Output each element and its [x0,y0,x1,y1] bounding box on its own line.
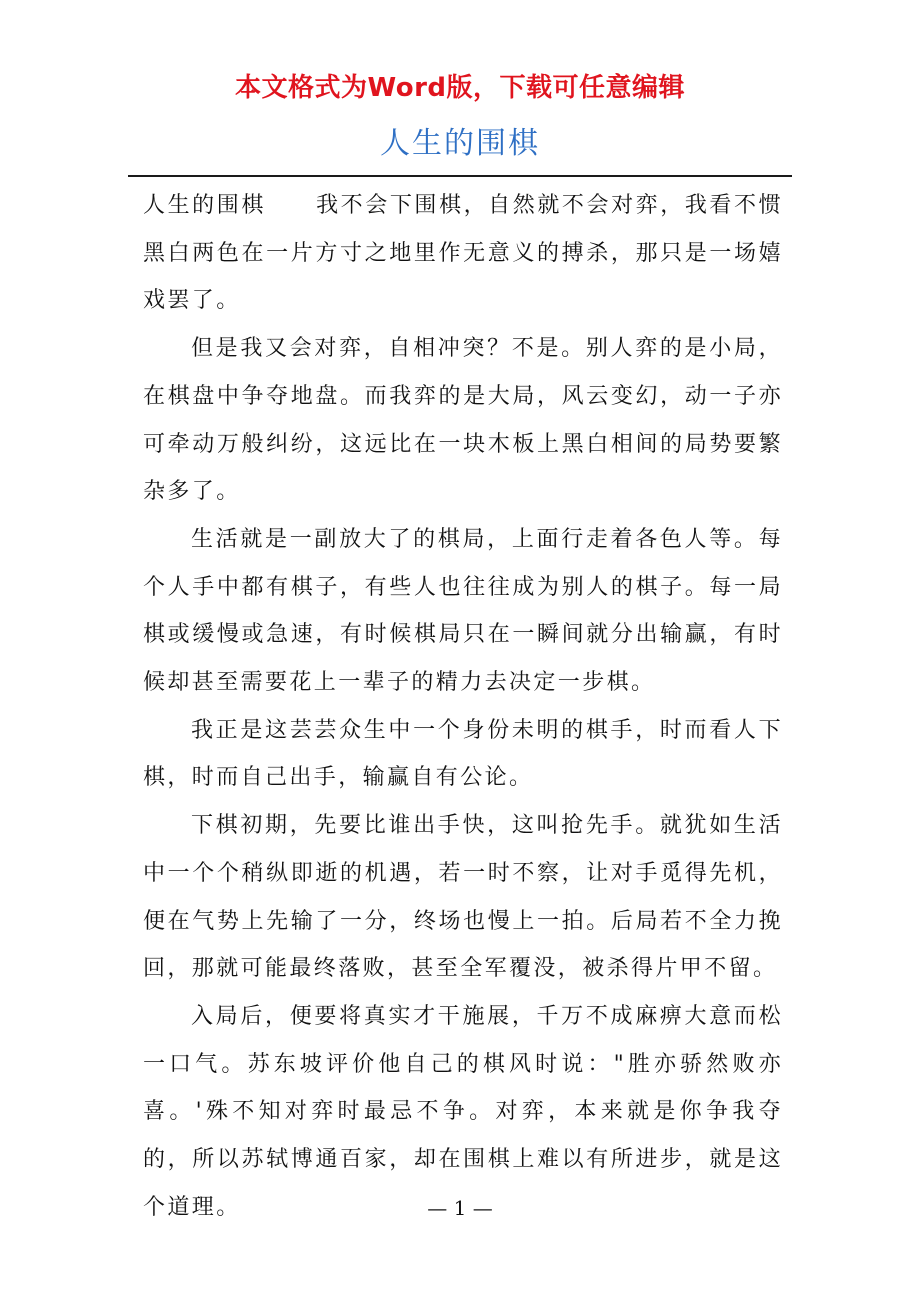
lead-text: 我不会下围棋，自然就不会对弈，我看不惯黑白两色在一片方寸之地里作无意义的搏杀，那只是一场嬉戏罢了。 [143,193,783,314]
paragraph: 但是我又会对弈，自相冲突？不是。别人弈的是小局，在棋盘中争夺地盘。而我弈的是大局，风云变幻，动一子亦可牵动万般纠纷，这远比在一块木板上黑白相间的局势要繁杂多了。 [143,336,783,505]
page-number: — 1 — [427,1196,493,1220]
paragraph: 下棋初期，先要比谁出手快，这叫抢先手。就犹如生活中一个个稍纵即逝的机遇，若一时不察，让对手觅得先机，便在气势上先输了一分，终场也慢上一拍。后局若不全力挽回，那就可能最终落败，甚至全军覆没，被杀得片甲不留。 [143,813,783,982]
format-notice: 本文格式为Word版，下载可任意编辑 [234,73,686,103]
article-body [143,182,783,1231]
lead-paragraph [143,182,783,325]
lead-title: 人生的围棋 [143,193,266,218]
paragraph: 生活就是一副放大了的棋局，上面行走着各色人等。每个人手中都有棋子，有些人也往往成为别人的棋子。每一局棋或缓慢或急速，有时候棋局只在一瞬间就分出输赢，有时候却甚至需要花上一辈子的精力去决定一步棋。 [143,526,783,696]
page-title: 人生的围棋 [380,126,540,161]
title-divider [128,175,792,177]
paragraph: 我正是这芸芸众生中一个身份未明的棋手，时而看人下棋，时而自己出手，输赢自有公论。 [143,717,783,791]
paragraph: 入局后，便要将真实才干施展，千万不成麻痹大意而松一口气。苏东坡评价他自己的棋风时说："胜亦骄然败亦喜。'殊不知对弈时最忌不争。对弈，本来就是你争我夺的，所以苏轼博通百家，却在围棋上难以有所进步，就是这个道理。 [143,1003,783,1220]
